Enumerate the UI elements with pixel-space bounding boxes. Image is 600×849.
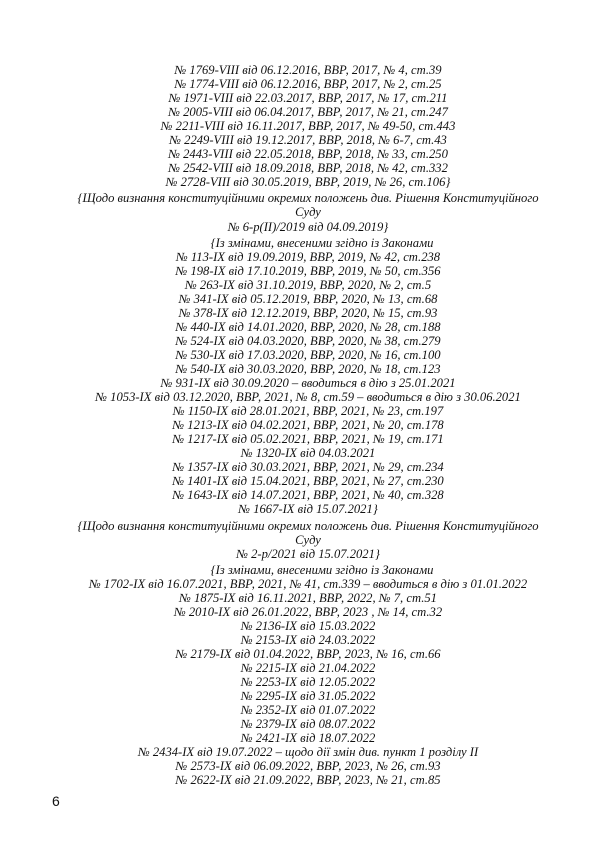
amendment-entry: № 2542-VIII від 18.09.2018, ВВР, 2018, № 42, ст.332 [168, 161, 448, 176]
amendment-entry: № 2443-VIII від 22.05.2018, ВВР, 2018, № 33, ст.250 [168, 147, 448, 162]
amendment-entry: № 1320-IX від 04.03.2021 [240, 446, 376, 461]
amendment-entry: № 2622-IX від 21.09.2022, ВВР, 2023, № 21, ст.85 [175, 773, 441, 788]
amendment-history [68, 63, 548, 787]
amendment-entry: № 263-IX від 31.10.2019, ВВР, 2020, № 2, ст.5 [184, 277, 432, 292]
amendment-entry: № 2253-IX від 12.05.2022 [240, 675, 376, 690]
amendment-entry: № 540-IX від 30.03.2020, ВВР, 2020, № 18, ст.123 [175, 361, 441, 376]
amendment-entry: № 1150-IX від 28.01.2021, ВВР, 2021, № 23, ст.197 [172, 404, 444, 419]
amendment-entry: № 2295-IX від 31.05.2022 [240, 689, 376, 704]
amendment-entry: № 1643-IX від 14.07.2021, ВВР, 2021, № 40, ст.328 [172, 488, 444, 503]
amendment-entry: № 1774-VIII від 06.12.2016, ВВР, 2017, № 2, ст.25 [174, 77, 442, 92]
amendment-entry: № 2005-VIII від 06.04.2017, ВВР, 2017, № 21, ст.247 [168, 105, 448, 120]
amendment-entry: № 341-IX від 05.12.2019, ВВР, 2020, № 13, ст.68 [178, 291, 438, 306]
amendments-intro: {Із змінами, внесеними згідно із Законами [210, 562, 434, 577]
amendments-list [68, 563, 548, 788]
amendment-entry: № 530-IX від 17.03.2020, ВВР, 2020, № 16, ст.100 [175, 347, 441, 362]
amendment-entry: № 1217-IX від 05.02.2021, ВВР, 2021, № 19, ст.171 [172, 432, 444, 447]
amendment-entry: № 1401-IX від 15.04.2021, ВВР, 2021, № 27, ст.230 [172, 474, 444, 489]
amendment-entry: № 2434-IX від 19.07.2022 – щодо дії змін див. пункт 1 розділу II [137, 745, 479, 760]
amendment-entry: № 524-IX від 04.03.2020, ВВР, 2020, № 38, ст.279 [175, 333, 441, 348]
amendment-entry: № 2211-VIII від 16.11.2017, ВВР, 2017, № 49-50, ст.443 [160, 119, 456, 134]
amendment-entry: № 1667-IX від 15.07.2021} [238, 502, 378, 517]
amendment-entry: № 378-IX від 12.12.2019, ВВР, 2020, № 15, ст.93 [178, 305, 438, 320]
page-number: 6 [52, 793, 60, 809]
amendment-entry: № 2215-IX від 21.04.2022 [240, 660, 376, 675]
amendment-entry: № 1769-VIII від 06.12.2016, ВВР, 2017, № 4, ст.39 [174, 63, 442, 77]
decision-line: {Щодо визнання конституційними окремих положень див. Рішення Конституційного [77, 191, 539, 206]
decision-line: Суду [295, 532, 321, 547]
amendment-entry: № 2153-IX від 24.03.2022 [240, 632, 376, 647]
amendments-intro: {Із змінами, внесеними згідно із Законами [210, 235, 434, 250]
amendment-entry: № 2010-IX від 26.01.2022, ВВР, 2023 , № 14, ст.32 [173, 604, 443, 619]
amendment-entry: № 2352-IX від 01.07.2022 [240, 703, 376, 718]
amendment-entry: № 2728-VIII від 30.05.2019, ВВР, 2019, № 26, ст.106} [165, 175, 451, 190]
amendment-entry: № 2421-IX від 18.07.2022 [240, 731, 376, 746]
amendment-entry: № 2249-VIII від 19.12.2017, ВВР, 2018, № 6-7, ст.43 [169, 133, 447, 148]
amendment-entry: № 1053-IX від 03.12.2020, ВВР, 2021, № 8, ст.59 – вводиться в дію з 30.06.2021 [95, 390, 521, 405]
amendments-list [68, 63, 548, 189]
decision-line: {Щодо визнання конституційними окремих положень див. Рішення Конституційного [77, 518, 539, 533]
amendment-entry: № 1971-VIII від 22.03.2017, ВВР, 2017, № 17, ст.211 [168, 91, 448, 106]
amendments-list [68, 236, 548, 517]
amendment-entry: № 113-IX від 19.09.2019, ВВР, 2019, № 42, ст.238 [175, 249, 441, 264]
decision-line: № 2-р/2021 від 15.07.2021} [236, 546, 380, 561]
amendment-entry: № 2179-IX від 01.04.2022, ВВР, 2023, № 16, ст.66 [175, 646, 441, 661]
decision-line: Суду [295, 205, 321, 220]
amendment-entry: № 440-IX від 14.01.2020, ВВР, 2020, № 28, ст.188 [175, 319, 441, 334]
amendment-entry: № 931-IX від 30.09.2020 – вводиться в дію з 25.01.2021 [160, 376, 456, 391]
amendment-entry: № 2573-IX від 06.09.2022, ВВР, 2023, № 26, ст.93 [175, 759, 441, 774]
amendment-entry: № 2379-IX від 08.07.2022 [240, 717, 376, 732]
court-decision-note [68, 519, 548, 561]
decision-line: № 6-р(II)/2019 від 04.09.2019} [227, 219, 389, 234]
court-decision-note [68, 191, 548, 233]
amendment-entry: № 198-IX від 17.10.2019, ВВР, 2019, № 50, ст.356 [175, 263, 441, 278]
amendment-entry: № 1702-IX від 16.07.2021, ВВР, 2021, № 41, ст.339 – вводиться в дію з 01.01.2022 [88, 576, 528, 591]
amendment-entry: № 1213-IX від 04.02.2021, ВВР, 2021, № 20, ст.178 [172, 418, 444, 433]
amendment-entry: № 2136-IX від 15.03.2022 [240, 618, 376, 633]
amendment-entry: № 1875-IX від 16.11.2021, ВВР, 2022, № 7, ст.51 [179, 590, 437, 605]
amendment-entry: № 1357-IX від 30.03.2021, ВВР, 2021, № 29, ст.234 [172, 460, 444, 475]
